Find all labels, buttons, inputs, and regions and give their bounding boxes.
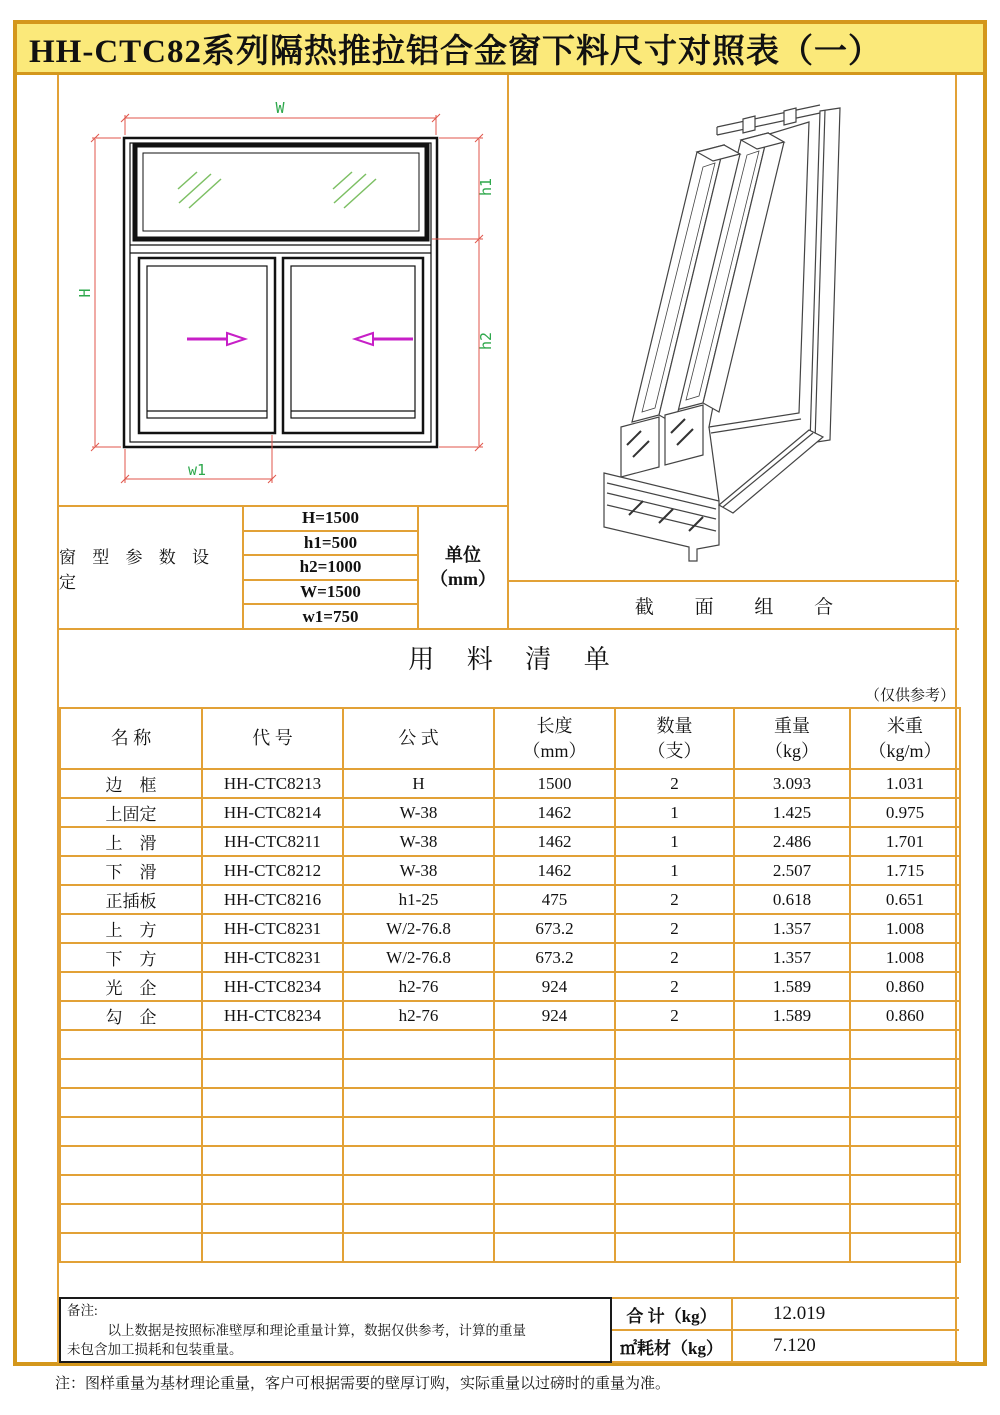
bom-cell: 0.860 [850, 1001, 960, 1030]
bom-cell [850, 1030, 960, 1059]
bom-cell: 上固定 [60, 798, 202, 827]
bom-cell: 1 [615, 856, 734, 885]
param-h2: h2=1000 [244, 556, 417, 581]
col-header-name: 名 称 [60, 708, 202, 769]
page-title: HH-CTC82系列隔热推拉铝合金窗下料尺寸对照表（一） [29, 33, 882, 70]
col-header-formula: 公 式 [343, 708, 494, 769]
bom-cell: 上 滑 [60, 827, 202, 856]
bom-empty-row [60, 1088, 960, 1117]
bom-cell [60, 1117, 202, 1146]
bom-cell: 2 [615, 914, 734, 943]
bom-cell: 1462 [494, 856, 615, 885]
bom-cell: HH-CTC8231 [202, 943, 343, 972]
bom-cell [202, 1059, 343, 1088]
bom-cell: h2-76 [343, 972, 494, 1001]
bom-row [60, 827, 960, 856]
bom-empty-row [60, 1175, 960, 1204]
bom-cell [343, 1059, 494, 1088]
remark-box [59, 1297, 612, 1363]
bom-cell [615, 1233, 734, 1262]
bom-cell: 1.715 [850, 856, 960, 885]
bom-cell [734, 1204, 850, 1233]
bom-cell [615, 1059, 734, 1088]
per-sqm-value: 7.120 [773, 1335, 816, 1356]
bom-cell [615, 1117, 734, 1146]
bom-cell: 924 [494, 1001, 615, 1030]
bom-cell: 1500 [494, 769, 615, 798]
bom-cell: 1.425 [734, 798, 850, 827]
bom-cell: 2 [615, 1001, 734, 1030]
bom-cell [734, 1117, 850, 1146]
bom-cell [60, 1146, 202, 1175]
bom-row [60, 972, 960, 1001]
bom-cell [60, 1088, 202, 1117]
bom-cell: HH-CTC8211 [202, 827, 343, 856]
bom-cell: 0.860 [850, 972, 960, 1001]
bom-cell: 0.975 [850, 798, 960, 827]
bom-cell [494, 1059, 615, 1088]
bom-cell [494, 1146, 615, 1175]
slide-direction-arrows-icon [187, 333, 413, 345]
bom-cell [734, 1030, 850, 1059]
bom-cell: W/2-76.8 [343, 943, 494, 972]
parameter-values [244, 507, 419, 628]
bom-cell [343, 1204, 494, 1233]
bom-cell: W-38 [343, 827, 494, 856]
bom-cell: 下 方 [60, 943, 202, 972]
bom-cell [734, 1233, 850, 1262]
per-sqm-label: ㎡耗材（kg） [612, 1331, 733, 1361]
bom-cell [494, 1204, 615, 1233]
bom-cell [494, 1117, 615, 1146]
bom-cell: 2.507 [734, 856, 850, 885]
bom-cell: H [343, 769, 494, 798]
bom-cell: W/2-76.8 [343, 914, 494, 943]
bom-cell [60, 1030, 202, 1059]
bom-cell [202, 1117, 343, 1146]
bom-cell: 1462 [494, 827, 615, 856]
bom-cell: HH-CTC8214 [202, 798, 343, 827]
bom-cell [494, 1030, 615, 1059]
bom-cell: 1 [615, 798, 734, 827]
dim-label-h1: h1 [477, 177, 495, 197]
col-header-qty: 数量 （支） [615, 708, 734, 769]
bom-title: 用 料 清 单 [59, 628, 959, 684]
total-label: 合 计（kg） [612, 1299, 733, 1329]
bom-cell: HH-CTC8234 [202, 972, 343, 1001]
bom-cell: 0.651 [850, 885, 960, 914]
bom-cell [494, 1233, 615, 1262]
bom-cell [494, 1175, 615, 1204]
total-row [612, 1297, 959, 1331]
bom-cell: 924 [494, 972, 615, 1001]
param-h1: h1=500 [244, 532, 417, 557]
bom-cell: 光 企 [60, 972, 202, 1001]
bom-row [60, 769, 960, 798]
bom-empty-row [60, 1146, 960, 1175]
bom-cell [850, 1175, 960, 1204]
bom-cell: 2.486 [734, 827, 850, 856]
bom-cell [615, 1175, 734, 1204]
bom-cell [60, 1059, 202, 1088]
bom-cell: HH-CTC8216 [202, 885, 343, 914]
bom-cell: 1.589 [734, 1001, 850, 1030]
bom-cell [734, 1146, 850, 1175]
bom-cell [615, 1146, 734, 1175]
bom-cell: 1.008 [850, 914, 960, 943]
bom-cell: 2 [615, 769, 734, 798]
parameter-table-label: 窗 型 参 数 设 定 [59, 507, 244, 628]
bom-cell: 1.357 [734, 943, 850, 972]
remark-line1: 以上数据是按照标准壁厚和理论重量计算，数据仅供参考，计算的重量 [107, 1322, 526, 1338]
bom-cell [343, 1117, 494, 1146]
bom-cell: HH-CTC8212 [202, 856, 343, 885]
bom-cell: 475 [494, 885, 615, 914]
bom-empty-row [60, 1204, 960, 1233]
page-title-bar [17, 24, 983, 75]
bom-cell: h1-25 [343, 885, 494, 914]
bom-cell [615, 1030, 734, 1059]
content-area [57, 75, 957, 1363]
bom-cell: 勾 企 [60, 1001, 202, 1030]
per-sqm-row [612, 1331, 959, 1363]
bom-cell: HH-CTC8234 [202, 1001, 343, 1030]
bom-empty-row [60, 1117, 960, 1146]
profile-section-diagram [509, 75, 959, 580]
bom-cell: 2 [615, 885, 734, 914]
bom-cell: 0.618 [734, 885, 850, 914]
bom-cell: 1.008 [850, 943, 960, 972]
col-header-code: 代 号 [202, 708, 343, 769]
col-header-meter-weight: 米重 （kg/m） [850, 708, 960, 769]
bom-cell [850, 1204, 960, 1233]
bom-header-row [60, 708, 960, 769]
bom-cell [202, 1233, 343, 1262]
window-elevation-diagram [59, 75, 507, 505]
remark-label: 备注: [67, 1303, 98, 1318]
param-H: H=1500 [244, 507, 417, 532]
col-header-length: 长度 （mm） [494, 708, 615, 769]
bom-cell: 1.031 [850, 769, 960, 798]
bom-empty-row [60, 1233, 960, 1262]
bom-cell [615, 1204, 734, 1233]
bom-cell: HH-CTC8213 [202, 769, 343, 798]
bom-cell [60, 1233, 202, 1262]
bom-cell: 1.589 [734, 972, 850, 1001]
bom-cell [850, 1117, 960, 1146]
bom-cell [202, 1088, 343, 1117]
bom-cell: 1462 [494, 798, 615, 827]
bom-cell [494, 1088, 615, 1117]
bom-cell [202, 1146, 343, 1175]
bom-cell [202, 1030, 343, 1059]
bom-cell [343, 1030, 494, 1059]
bom-cell [60, 1175, 202, 1204]
bom-row [60, 914, 960, 943]
bom-row [60, 1001, 960, 1030]
unit-cell: 单位 （mm） [430, 545, 496, 589]
bom-row [60, 885, 960, 914]
param-W: W=1500 [244, 581, 417, 606]
bom-cell [850, 1059, 960, 1088]
bom-row [60, 856, 960, 885]
bom-cell: W-38 [343, 798, 494, 827]
bom-table [59, 707, 961, 1263]
reference-only-note: （仅供参考） [864, 688, 955, 704]
param-w1: w1=750 [302, 606, 359, 626]
window-parameter-table [59, 505, 507, 628]
bom-cell: 1.701 [850, 827, 960, 856]
bom-cell [615, 1088, 734, 1117]
bom-cell [850, 1233, 960, 1262]
bom-cell: 下 滑 [60, 856, 202, 885]
bom-cell: HH-CTC8231 [202, 914, 343, 943]
bom-cell: 2 [615, 972, 734, 1001]
bom-cell: 1 [615, 827, 734, 856]
bom-empty-row [60, 1059, 960, 1088]
bottom-note: 注：图样重量为基材理论重量，客户可根据需要的壁厚订购，实际重量以过磅时的重量为准。 [55, 1376, 671, 1392]
totals-table [612, 1297, 959, 1363]
bom-cell [202, 1204, 343, 1233]
bom-cell [850, 1146, 960, 1175]
bom-cell [343, 1233, 494, 1262]
bom-cell: 673.2 [494, 943, 615, 972]
bom-cell [850, 1088, 960, 1117]
bom-cell: 3.093 [734, 769, 850, 798]
bom-cell [734, 1175, 850, 1204]
bom-cell [343, 1088, 494, 1117]
bom-cell [202, 1175, 343, 1204]
section-combination-label: 截 面 组 合 [509, 580, 959, 628]
bom-cell [343, 1175, 494, 1204]
bom-cell: h2-76 [343, 1001, 494, 1030]
total-value: 12.019 [773, 1303, 826, 1324]
bom-cell [343, 1146, 494, 1175]
bom-cell: 2 [615, 943, 734, 972]
bom-row [60, 943, 960, 972]
dim-label-w1: w1 [187, 461, 207, 479]
dim-label-h2: h2 [477, 331, 495, 351]
dim-label-h: H [76, 288, 94, 298]
bom-empty-row [60, 1030, 960, 1059]
bom-cell: 正插板 [60, 885, 202, 914]
bom-cell: 边 框 [60, 769, 202, 798]
bom-cell [60, 1204, 202, 1233]
bom-cell [734, 1059, 850, 1088]
bom-cell [734, 1088, 850, 1117]
bom-cell: 上 方 [60, 914, 202, 943]
col-header-weight: 重量 （kg） [734, 708, 850, 769]
bom-cell: 673.2 [494, 914, 615, 943]
bom-cell: W-38 [343, 856, 494, 885]
dim-label-w: W [275, 99, 285, 117]
bom-row [60, 798, 960, 827]
bom-cell: 1.357 [734, 914, 850, 943]
remark-line2: 未包含加工损耗和包装重量。 [67, 1342, 243, 1358]
